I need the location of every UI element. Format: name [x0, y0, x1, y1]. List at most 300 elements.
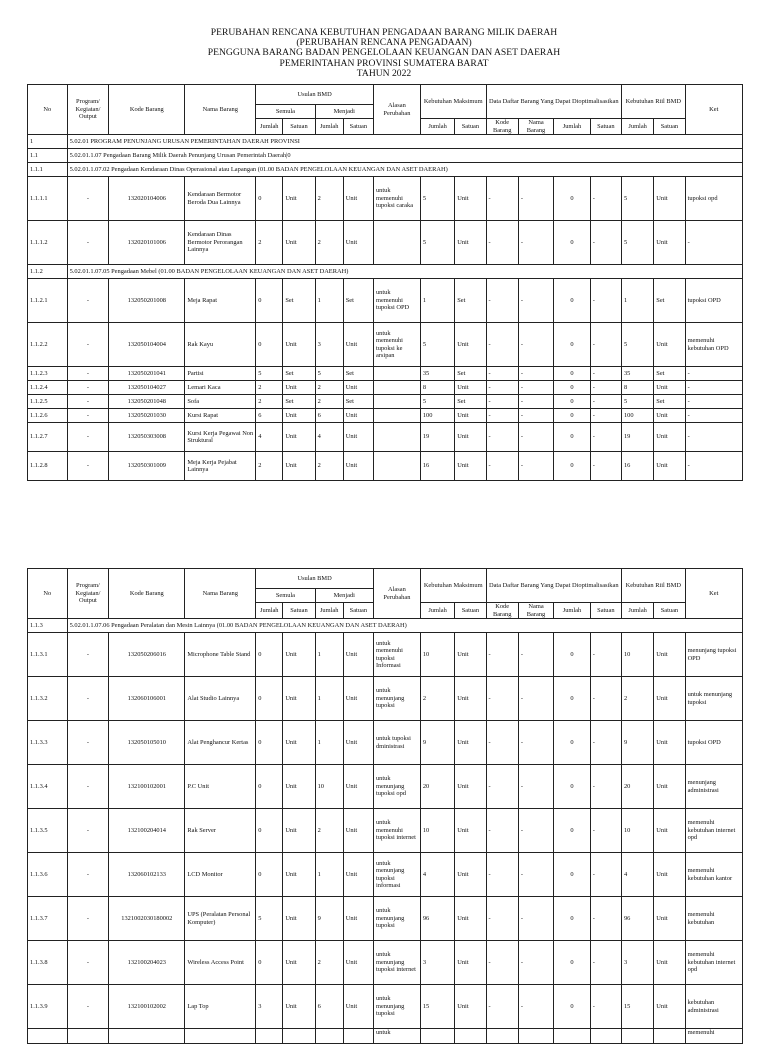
cell-daftar-nama: - [518, 279, 553, 323]
table-row [28, 941, 743, 985]
cell-menjadi-jumlah: 1 [315, 853, 343, 897]
cell-daftar-jumlah: 0 [554, 381, 590, 395]
cell-semula-satuan: Set [283, 279, 315, 323]
cell-riil-satuan: Unit [654, 765, 685, 809]
cell-daftar-kode: - [486, 323, 518, 367]
cell-nama: Kendaraan Dinas Bermotor Perorangan Lainnya [185, 221, 256, 265]
cell-kebutuhan-jumlah: 8 [420, 381, 454, 395]
cell-menjadi-satuan: Unit [343, 985, 373, 1029]
cell-daftar-jumlah: 0 [554, 765, 590, 809]
cell-alasan: untuk menunjang tupoksi opd [373, 765, 420, 809]
cell-riil-jumlah: 10 [621, 809, 653, 853]
col-satuan: Satuan [654, 603, 685, 619]
col-semula: Semula [256, 589, 315, 603]
cell-program: - [67, 177, 109, 221]
cell-riil-jumlah: 96 [621, 897, 653, 941]
table-row [28, 177, 743, 221]
cell-menjadi-jumlah: 1 [315, 633, 343, 677]
cell-kode: 132050104027 [109, 381, 185, 395]
cell-daftar-nama: - [518, 765, 553, 809]
cell-no: 1.1.2.7 [28, 423, 68, 452]
cell-nama: Sofa [185, 395, 256, 409]
cell-ket: - [685, 221, 742, 265]
cell-semula-jumlah: 5 [256, 897, 283, 941]
col-program: Program/ Kegiatan/ Output [67, 85, 109, 135]
cell-kode: 132050303008 [109, 423, 185, 452]
cell-daftar-nama: - [518, 409, 553, 423]
cell-riil-satuan: Unit [654, 985, 685, 1029]
cell-menjadi-jumlah: 3 [315, 323, 343, 367]
cell-daftar-satuan: - [590, 381, 621, 395]
cell-menjadi-satuan: Unit [343, 381, 373, 395]
table-row [28, 409, 743, 423]
cell-kebutuhan-jumlah: 20 [420, 765, 454, 809]
cell-kode: 132050206016 [109, 633, 185, 677]
cell-alasan [373, 395, 420, 409]
cell-nama: Rak Kayu [185, 323, 256, 367]
cell-kebutuhan-jumlah: 5 [420, 221, 454, 265]
cell-riil-jumlah: 5 [621, 177, 653, 221]
section-no: 1.1.1 [28, 163, 68, 177]
cell-riil-jumlah: 4 [621, 853, 653, 897]
col-nama: Nama Barang [185, 569, 256, 619]
cell-daftar-satuan: - [590, 897, 621, 941]
cell-menjadi-satuan: Unit [343, 765, 373, 809]
cell-riil-satuan: Unit [654, 897, 685, 941]
col-jumlah: Jumlah [420, 119, 454, 135]
cell-alasan [373, 367, 420, 381]
cell-semula-jumlah: 0 [256, 941, 283, 985]
cell-ket: - [685, 409, 742, 423]
cell-no: 1.1.1.2 [28, 221, 68, 265]
cell-nama: Wireless Access Point [185, 941, 256, 985]
cell-ket: - [685, 367, 742, 381]
cell-nama: Alat Studio Lainnya [185, 677, 256, 721]
col-kode: Kode Barang [109, 569, 185, 619]
cell-kode: 132100102002 [109, 985, 185, 1029]
cell-daftar-kode: - [486, 381, 518, 395]
cell-semula-jumlah: 0 [256, 853, 283, 897]
cell-daftar-jumlah: 0 [554, 941, 590, 985]
cell-menjadi-satuan: Unit [343, 809, 373, 853]
col-satuan: Satuan [455, 119, 486, 135]
cell-nama: Kursi Rapat [185, 409, 256, 423]
cell-daftar-satuan: - [590, 853, 621, 897]
cell-semula-satuan: Unit [283, 941, 315, 985]
cell-kebutuhan-satuan: Unit [455, 765, 486, 809]
cell-daftar-nama: - [518, 452, 553, 481]
cell-alasan: untuk menunjang tupoksi informasi [373, 853, 420, 897]
table-row [28, 423, 743, 452]
cell-riil-satuan: Unit [654, 633, 685, 677]
cell-daftar-satuan: - [590, 367, 621, 381]
cell-program: - [67, 633, 109, 677]
cell-semula-jumlah: 2 [256, 221, 283, 265]
cell-menjadi-satuan: Set [343, 367, 373, 381]
section-title: 5.02.01 PROGRAM PENUNJANG URUSAN PEMERINTAHAN DAERAH PROVINSI [67, 135, 742, 149]
cell-alasan [373, 221, 420, 265]
cell-daftar-kode: - [486, 853, 518, 897]
cell-alasan [373, 381, 420, 395]
cell-daftar-nama: - [518, 323, 553, 367]
cell-menjadi-jumlah: 4 [315, 423, 343, 452]
cell-semula-satuan: Unit [283, 423, 315, 452]
cell-ket: tupoksi OPD [685, 279, 742, 323]
cell-kebutuhan-satuan: Unit [455, 809, 486, 853]
cell-no: 1.1.2.8 [28, 452, 68, 481]
cell-menjadi-jumlah: 6 [315, 985, 343, 1029]
cell-program: - [67, 677, 109, 721]
cell-daftar-jumlah: 0 [554, 853, 590, 897]
table-row [28, 633, 743, 677]
cell-no: 1.1.2.4 [28, 381, 68, 395]
col-usulan: Usulan BMD [256, 85, 374, 105]
cell-daftar-jumlah: 0 [554, 423, 590, 452]
cell-kebutuhan-jumlah: 5 [420, 177, 454, 221]
col-satuan: Satuan [654, 119, 685, 135]
cell-daftar-nama: - [518, 897, 553, 941]
cell-daftar-kode: - [486, 985, 518, 1029]
cell-menjadi-satuan: Unit [343, 221, 373, 265]
cell-daftar-satuan: - [590, 721, 621, 765]
cell-kebutuhan-satuan: Unit [455, 941, 486, 985]
cell-kebutuhan-satuan: Unit [455, 452, 486, 481]
cell-riil-satuan: Set [654, 279, 685, 323]
cell-no: 1.1.3.3 [28, 721, 68, 765]
cell-menjadi-satuan: Unit [343, 177, 373, 221]
cell-menjadi-satuan: Unit [343, 677, 373, 721]
cell-kebutuhan-satuan: Unit [455, 409, 486, 423]
cell-riil-jumlah: 3 [621, 941, 653, 985]
col-jumlah: Jumlah [420, 603, 454, 619]
cell-nama: LCD Monitor [185, 853, 256, 897]
cell-program: - [67, 853, 109, 897]
cell-kebutuhan-satuan: Unit [455, 381, 486, 395]
cell-daftar-kode: - [486, 765, 518, 809]
cell-ket: tupoksi opd [685, 177, 742, 221]
col-menjadi: Menjadi [315, 105, 373, 119]
cell-semula-satuan: Unit [283, 765, 315, 809]
cell-nama: Lemari Kaca [185, 381, 256, 395]
cell-semula-jumlah: 0 [256, 721, 283, 765]
section-title: 5.02.01.1.07.06 Pengadaan Peralatan dan Mesin Lainnya (01.00 BADAN PENGELOLAAN KEUANGAN DAN ASET DAERAH) [67, 619, 742, 633]
cell-riil-jumlah: 16 [621, 452, 653, 481]
title-line: PEMERINTAHAN PROVINSI SUMATERA BARAT [279, 57, 489, 69]
cell-kebutuhan-jumlah: 1 [420, 279, 454, 323]
cell-kode: 132050201030 [109, 409, 185, 423]
title-line: TAHUN 2022 [356, 67, 412, 79]
cell-daftar-nama: - [518, 395, 553, 409]
cell-kebutuhan-jumlah: 4 [420, 853, 454, 897]
cell-alasan: untuk memenuhi tupoksi internet [373, 809, 420, 853]
table-row [28, 452, 743, 481]
cell-alasan [373, 423, 420, 452]
table-row [28, 677, 743, 721]
table-row [28, 721, 743, 765]
cell-daftar-satuan: - [590, 941, 621, 985]
cell-alasan: untuk memenuhi tupoksi caraka [373, 177, 420, 221]
col-ket: Ket [685, 85, 742, 135]
cell-daftar-nama: - [518, 221, 553, 265]
cell-riil-jumlah: 15 [621, 985, 653, 1029]
cell-ket: memenuhi kebutuhan internet opd [685, 941, 742, 985]
section-no: 1.1.2 [28, 265, 68, 279]
cell-daftar-kode: - [486, 897, 518, 941]
section-no: 1.1.3 [28, 619, 68, 633]
cell-riil-jumlah: 9 [621, 721, 653, 765]
cell-no: 1.1.2.5 [28, 395, 68, 409]
col-jumlah: Jumlah [621, 119, 653, 135]
cell-kebutuhan-satuan: Unit [455, 323, 486, 367]
cell-daftar-jumlah: 0 [554, 395, 590, 409]
cell-kebutuhan-jumlah: 5 [420, 323, 454, 367]
cell-riil-satuan: Unit [654, 177, 685, 221]
cell-daftar-nama: - [518, 853, 553, 897]
cell-kebutuhan-jumlah: 10 [420, 633, 454, 677]
cell-nama: UPS (Peralatan Personal Komputer) [185, 897, 256, 941]
cell-daftar-nama: - [518, 177, 553, 221]
cell-menjadi-satuan: Unit [343, 323, 373, 367]
cell-menjadi-satuan: Unit [343, 423, 373, 452]
cell-program: - [67, 279, 109, 323]
title-line: (PERUBAHAN RENCANA PENGADAAN) [296, 37, 472, 49]
cell-daftar-kode: - [486, 177, 518, 221]
cell-riil-satuan: Unit [654, 423, 685, 452]
table-row [28, 809, 743, 853]
cell-riil-satuan: Unit [654, 721, 685, 765]
cell-daftar-satuan: - [590, 633, 621, 677]
table-row-partial [28, 1029, 743, 1044]
cell-daftar-kode: - [486, 677, 518, 721]
cell-semula-jumlah: 2 [256, 395, 283, 409]
cell-ket: - [685, 452, 742, 481]
cell-alasan: untuk menunjang tupoksi [373, 985, 420, 1029]
table-row [28, 765, 743, 809]
cell-menjadi-jumlah: 9 [315, 897, 343, 941]
cell-daftar-jumlah: 0 [554, 409, 590, 423]
cell-alasan: untuk menunjang tupoksi [373, 897, 420, 941]
cell-ket: menunjang tupoksi OPD [685, 633, 742, 677]
cell-program: - [67, 409, 109, 423]
cell-riil-jumlah: 5 [621, 395, 653, 409]
cell-kebutuhan-satuan: Set [455, 367, 486, 381]
cell-daftar-jumlah: 0 [554, 323, 590, 367]
cell-nama: P.C Unit [185, 765, 256, 809]
cell-nama: Lap Top [185, 985, 256, 1029]
table-row [28, 367, 743, 381]
cell-daftar-kode: - [486, 721, 518, 765]
cell-no: 1.1.2.3 [28, 367, 68, 381]
cell-menjadi-satuan: Unit [343, 409, 373, 423]
cell-daftar-satuan: - [590, 395, 621, 409]
cell-semula-jumlah: 2 [256, 452, 283, 481]
cell-riil-satuan: Set [654, 367, 685, 381]
col-usulan: Usulan BMD [256, 569, 374, 589]
document-title [0, 28, 768, 79]
cell-program: - [67, 809, 109, 853]
cell-ket: memenuhi kebutuhan kantor [685, 853, 742, 897]
cell-ket: memenuhi kebutuhan OPD [685, 323, 742, 367]
cell-daftar-kode: - [486, 395, 518, 409]
cell-no: 1.1.2.1 [28, 279, 68, 323]
cell-daftar-jumlah: 0 [554, 897, 590, 941]
cell-kebutuhan-satuan: Unit [455, 677, 486, 721]
cell-kode: 1321002030180002 [109, 897, 185, 941]
cell-semula-satuan: Unit [283, 677, 315, 721]
cell-kebutuhan-jumlah: 5 [420, 395, 454, 409]
cell-alasan [373, 452, 420, 481]
col-no: No [28, 85, 68, 135]
cell-riil-jumlah: 1 [621, 279, 653, 323]
cell-menjadi-satuan: Set [343, 395, 373, 409]
table-row [28, 221, 743, 265]
col-program: Program/ Kegiatan/ Output [67, 569, 109, 619]
cell-ket: - [685, 395, 742, 409]
cell-riil-satuan: Unit [654, 677, 685, 721]
table-row [28, 985, 743, 1029]
cell-program: - [67, 367, 109, 381]
cell-semula-satuan: Unit [283, 853, 315, 897]
cell-menjadi-jumlah: 10 [315, 765, 343, 809]
cell-kebutuhan-jumlah: 15 [420, 985, 454, 1029]
cell-menjadi-satuan: Unit [343, 721, 373, 765]
cell-ket: - [685, 423, 742, 452]
cell-ket: memenuhi [685, 1029, 742, 1044]
col-semula: Semula [256, 105, 315, 119]
cell-alasan: untuk [373, 1029, 420, 1044]
cell-ket: untuk menunjang tupoksi [685, 677, 742, 721]
cell-daftar-jumlah: 0 [554, 809, 590, 853]
col-kebutuhan-riil: Kebutuhan Riil BMD [621, 85, 685, 119]
cell-riil-jumlah: 2 [621, 677, 653, 721]
cell-kode: 132020104006 [109, 177, 185, 221]
cell-nama: Kursi Kerja Pegawai Non Struktural [185, 423, 256, 452]
cell-no: 1.1.1.1 [28, 177, 68, 221]
cell-daftar-satuan: - [590, 279, 621, 323]
table-row [28, 897, 743, 941]
cell-daftar-satuan: - [590, 809, 621, 853]
cell-kode: 132050301009 [109, 452, 185, 481]
cell-ket: memenuhi kebutuhan [685, 897, 742, 941]
cell-menjadi-satuan: Unit [343, 897, 373, 941]
section-row [28, 149, 743, 163]
cell-semula-jumlah: 5 [256, 367, 283, 381]
cell-kebutuhan-jumlah: 19 [420, 423, 454, 452]
section-no: 1 [28, 135, 68, 149]
cell-no: 1.1.3.1 [28, 633, 68, 677]
cell-menjadi-satuan: Unit [343, 633, 373, 677]
col-jumlah: Jumlah [554, 119, 590, 135]
cell-semula-jumlah: 0 [256, 765, 283, 809]
col-kode: Kode Barang [109, 85, 185, 135]
cell-menjadi-satuan: Unit [343, 452, 373, 481]
cell-menjadi-jumlah: 5 [315, 367, 343, 381]
section-row [28, 265, 743, 279]
cell-kebutuhan-satuan: Unit [455, 721, 486, 765]
cell-ket: menunjang administrasi [685, 765, 742, 809]
cell-kebutuhan-satuan: Unit [455, 221, 486, 265]
cell-program: - [67, 381, 109, 395]
title-line: PERUBAHAN RENCANA KEBUTUHAN PENGADAAN BARANG MILIK DAERAH [210, 27, 558, 38]
cell-nama: Kendaraan Bermotor Beroda Dua Lainnya [185, 177, 256, 221]
table-row [28, 381, 743, 395]
cell-daftar-satuan: - [590, 677, 621, 721]
cell-kebutuhan-satuan: Set [455, 279, 486, 323]
section-row [28, 163, 743, 177]
cell-riil-jumlah: 5 [621, 323, 653, 367]
cell-daftar-satuan: - [590, 323, 621, 367]
cell-daftar-satuan: - [590, 423, 621, 452]
cell-riil-jumlah: 10 [621, 633, 653, 677]
cell-daftar-kode: - [486, 941, 518, 985]
cell-daftar-jumlah: 0 [554, 677, 590, 721]
cell-program: - [67, 395, 109, 409]
cell-daftar-jumlah: 0 [554, 633, 590, 677]
title-line: PENGGUNA BARANG BADAN PENGELOLAAN KEUANGAN DAN ASET DAERAH [207, 47, 561, 59]
col-daftar: Data Daftar Barang Yang Dapat Dioptimalisasikan [486, 569, 621, 603]
cell-riil-jumlah: 5 [621, 221, 653, 265]
cell-riil-jumlah: 100 [621, 409, 653, 423]
cell-no: 1.1.3.8 [28, 941, 68, 985]
col-jumlah: Jumlah [554, 603, 590, 619]
col-satuan: Satuan [590, 119, 621, 135]
cell-daftar-nama: - [518, 941, 553, 985]
cell-daftar-satuan: - [590, 409, 621, 423]
cell-semula-jumlah: 0 [256, 677, 283, 721]
section-title: 5.02.01.1.07.02 Pengadaan Kendaraan Dinas Operasional atau Lapangan (01.00 BADAN PENGELOLAAN KEUANGAN DAN ASET DAERAH) [67, 163, 742, 177]
col-nama-barang: Nama Barang [518, 119, 553, 135]
cell-ket: tupoksi OPD [685, 721, 742, 765]
cell-no: 1.1.3.7 [28, 897, 68, 941]
col-satuan: Satuan [455, 603, 486, 619]
cell-riil-satuan: Set [654, 395, 685, 409]
cell-kode: 132100204014 [109, 809, 185, 853]
cell-menjadi-jumlah: 2 [315, 395, 343, 409]
cell-kode: 132020101006 [109, 221, 185, 265]
cell-kode: 132050104004 [109, 323, 185, 367]
cell-nama: Partisi [185, 367, 256, 381]
cell-kode: 132100102001 [109, 765, 185, 809]
cell-alasan: untuk memenuhi tupoksi Informasi [373, 633, 420, 677]
cell-daftar-nama: - [518, 633, 553, 677]
cell-no: 1.1.2.2 [28, 323, 68, 367]
cell-semula-satuan: Unit [283, 177, 315, 221]
cell-daftar-satuan: - [590, 177, 621, 221]
cell-riil-jumlah: 35 [621, 367, 653, 381]
col-satuan: Satuan [590, 603, 621, 619]
cell-daftar-nama: - [518, 677, 553, 721]
cell-menjadi-jumlah: 6 [315, 409, 343, 423]
cell-menjadi-jumlah: 1 [315, 279, 343, 323]
cell-riil-satuan: Unit [654, 409, 685, 423]
col-kebutuhan-maks: Kebutuhan Maksimum [420, 569, 486, 603]
cell-menjadi-jumlah: 2 [315, 381, 343, 395]
cell-alasan: untuk memenuhi tupoksi OPD [373, 279, 420, 323]
col-nama: Nama Barang [185, 85, 256, 135]
cell-semula-satuan: Unit [283, 985, 315, 1029]
cell-ket: memenuhi kebutuhan internet opd [685, 809, 742, 853]
cell-semula-jumlah: 3 [256, 985, 283, 1029]
cell-kebutuhan-jumlah: 16 [420, 452, 454, 481]
cell-program: - [67, 452, 109, 481]
cell-semula-jumlah: 6 [256, 409, 283, 423]
col-satuan: Satuan [343, 119, 373, 135]
cell-daftar-nama: - [518, 423, 553, 452]
cell-program: - [67, 765, 109, 809]
section-title: 5.02.01.1.07.05 Pengadaan Mebel (01.00 BADAN PENGELOLAAN KEUANGAN DAN ASET DAERAH) [67, 265, 742, 279]
cell-daftar-satuan: - [590, 765, 621, 809]
cell-riil-satuan: Unit [654, 452, 685, 481]
